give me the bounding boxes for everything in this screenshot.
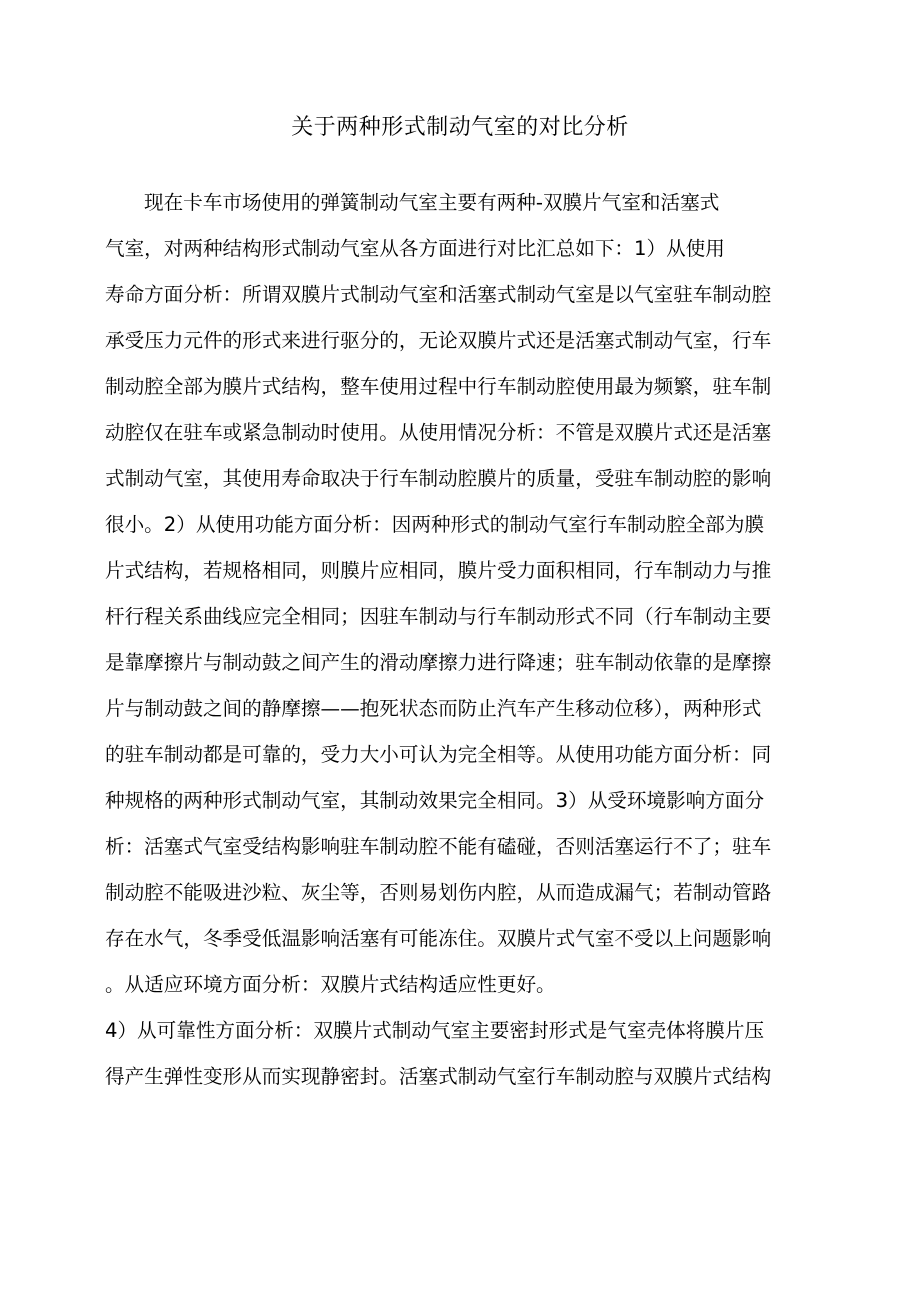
body-line: 析：活塞式气室受结构影响驻车制动腔不能有磕碰，否则活塞运行不了；驻车 [105, 835, 772, 858]
body-line: 承受压力元件的形式来进行驱分的，无论双膜片式还是活塞式制动气室，行车 [105, 329, 772, 352]
body-line: 动腔仅在驻车或紧急制动时使用。从使用情况分析：不管是双膜片式还是活塞 [105, 421, 772, 444]
body-line: 气室，对两种结构形式制动气室从各方面进行对比汇总如下：1）从使用 [105, 237, 725, 260]
body-line: 杆行程关系曲线应完全相同；因驻车制动与行车制动形式不同（行车制动主要 [105, 605, 772, 628]
document-title: 关于两种形式制动气室的对比分析 [291, 115, 629, 140]
body-line: 。从适应环境方面分析：双膜片式结构适应性更好。 [105, 973, 556, 996]
body-line: 制动腔全部为膜片式结构，整车使用过程中行车制动腔使用最为频繁，驻车制 [105, 375, 772, 398]
body-line: 得产生弹性变形从而实现静密封。活塞式制动气室行车制动腔与双膜片式结构 [105, 1065, 772, 1088]
body-line: 寿命方面分析：所谓双膜片式制动气室和活塞式制动气室是以气室驻车制动腔 [105, 283, 772, 306]
body-line: 片与制动鼓之间的静摩擦——抱死状态而防止汽车产生移动位移），两种形式 [105, 697, 762, 720]
body-line: 式制动气室，其使用寿命取决于行车制动腔膜片的质量，受驻车制动腔的影响 [105, 467, 772, 490]
body-line: 种规格的两种形式制动气室，其制动效果完全相同。3）从受环境影响方面分 [105, 789, 765, 812]
body-line: 的驻车制动都是可靠的，受力大小可认为完全相等。从使用功能方面分析：同 [105, 743, 772, 766]
body-line: 是靠摩擦片与制动鼓之间产生的滑动摩擦力进行降速；驻车制动依靠的是摩擦 [105, 651, 772, 674]
body-line: 现在卡车市场使用的弹簧制动气室主要有两种-双膜片气室和活塞式 [144, 191, 720, 214]
body-line: 存在水气，冬季受低温影响活塞有可能冻住。双膜片式气室不受以上问题影响 [105, 927, 772, 950]
body-line: 4）从可靠性方面分析：双膜片式制动气室主要密封形式是气室壳体将膜片压 [105, 1019, 765, 1042]
body-line: 很小。2）从使用功能方面分析：因两种形式的制动气室行车制动腔全部为膜 [105, 513, 765, 536]
body-line: 制动腔不能吸进沙粒、灰尘等，否则易划伤内腔，从而造成漏气；若制动管路 [105, 881, 772, 904]
document-body [105, 180, 825, 1100]
body-line: 片式结构，若规格相同，则膜片应相同，膜片受力面积相同，行车制动力与推 [105, 559, 772, 582]
